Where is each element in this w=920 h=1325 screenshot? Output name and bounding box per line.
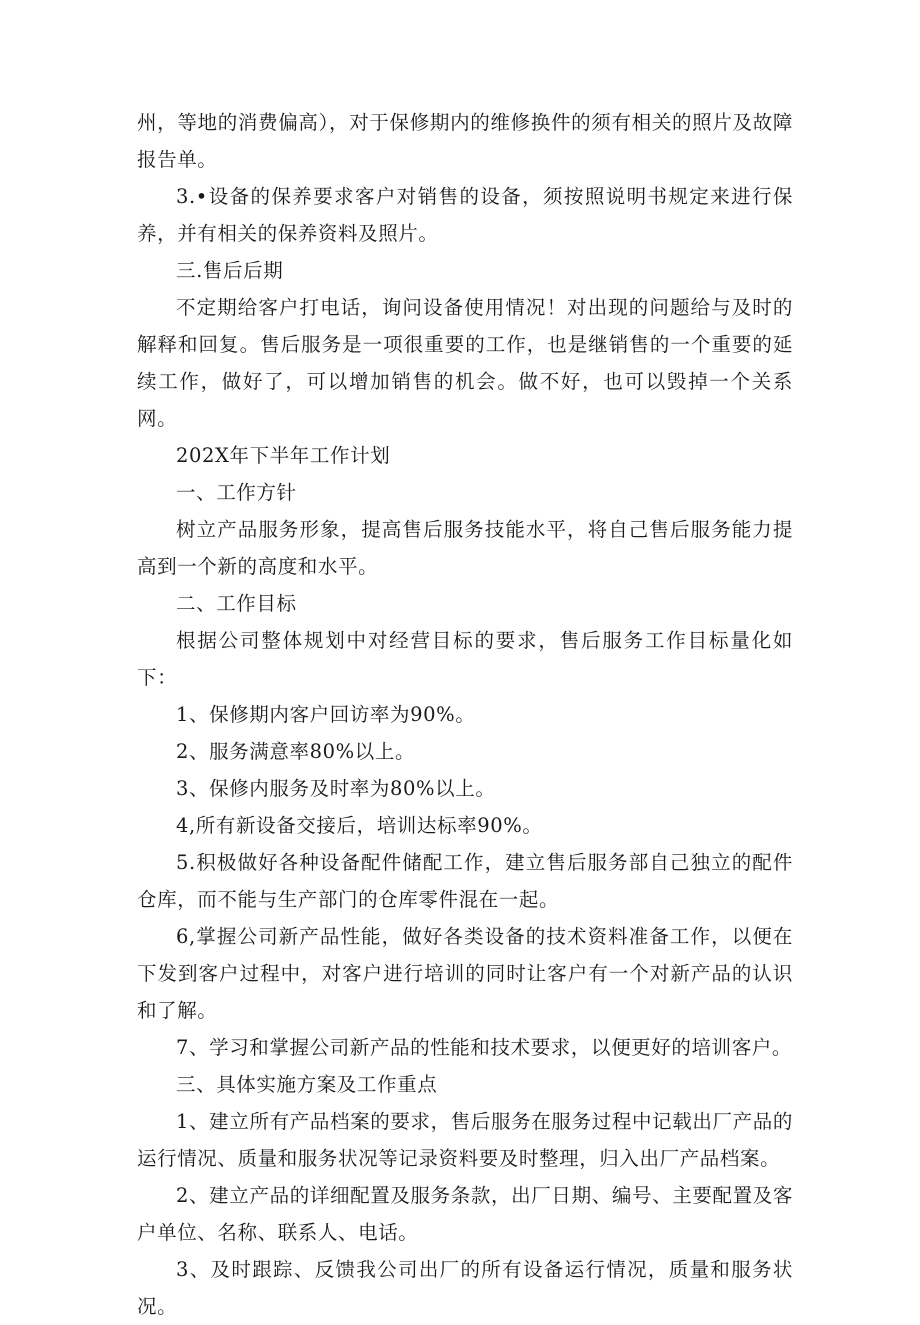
paragraph-continuation: 州，等地的消费偏高），对于保修期内的维修换件的须有相关的照片及故障报告单。 xyxy=(137,111,793,171)
goal-item-4: 4,所有新设备交接后，培训达标率90%。 xyxy=(176,814,543,837)
section-heading-implementation: 三、具体实施方案及工作重点 xyxy=(176,1073,438,1096)
paragraph-maintenance-requirement: 3.•设备的保养要求客户对销售的设备，须按照说明书规定来进行保养，并有相关的保养资料及照片。 xyxy=(137,185,793,245)
implementation-item-2: 2、建立产品的详细配置及服务条款，出厂日期、编号、主要配置及客户单位、名称、联系人、电话。 xyxy=(137,1184,793,1244)
goal-item-7: 7、学习和掌握公司新产品的性能和技术要求，以便更好的培训客户。 xyxy=(176,1036,793,1059)
paragraph-work-policy: 树立产品服务形象，提高售后服务技能水平，将自己售后服务能力提高到一个新的高度和水平。 xyxy=(137,518,793,578)
goal-item-1: 1、保修期内客户回访率为90%。 xyxy=(176,703,476,726)
paragraph-goals-intro: 根据公司整体规划中对经营目标的要求，售后服务工作目标量化如下： xyxy=(137,629,793,689)
goal-item-6: 6,掌握公司新产品性能，做好各类设备的技术资料准备工作，以便在下发到客户过程中，对客户进行培训的同时让客户有一个对新产品的认识和了解。 xyxy=(137,925,793,1022)
goal-item-2: 2、服务满意率80%以上。 xyxy=(176,740,416,763)
plan-title: 202X年下半年工作计划 xyxy=(176,444,391,467)
document-body xyxy=(137,104,793,1325)
section-heading-work-policy: 一、工作方针 xyxy=(176,481,297,504)
paragraph-customer-followup: 不定期给客户打电话，询问设备使用情况！对出现的问题给与及时的解释和回复。售后服务是一项很重要的工作，也是继销售的一个重要的延续工作，做好了，可以增加销售的机会。做不好，也可以毁掉一个关系网。 xyxy=(137,296,793,430)
goal-item-5: 5.积极做好各种设备配件储配工作，建立售后服务部自己独立的配件仓库，而不能与生产部门的仓库零件混在一起。 xyxy=(137,851,793,911)
section-heading-after-sales-later: 三.售后后期 xyxy=(176,259,284,282)
goal-item-3: 3、保修内服务及时率为80%以上。 xyxy=(176,777,496,800)
implementation-item-1: 1、建立所有产品档案的要求，售后服务在服务过程中记载出厂产品的运行情况、质量和服务状况等记录资料要及时整理，归入出厂产品档案。 xyxy=(137,1110,793,1170)
implementation-item-3: 3、及时跟踪、反馈我公司出厂的所有设备运行情况，质量和服务状况。 xyxy=(137,1258,793,1318)
section-heading-work-goals: 二、工作目标 xyxy=(176,592,297,615)
